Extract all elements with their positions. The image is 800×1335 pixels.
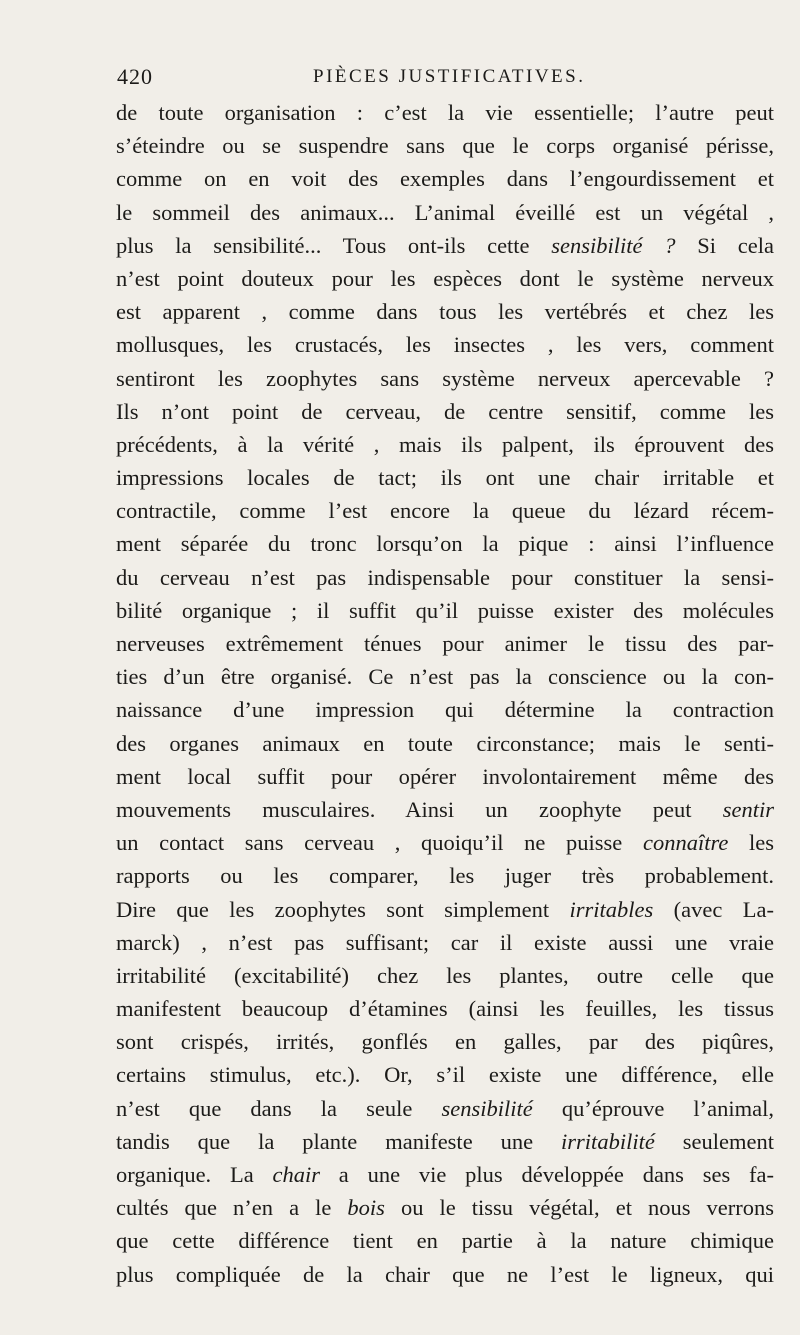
text-line — [116, 494, 774, 527]
text-segment: irritabilité (excitabilité) chez les plantes, outre celle que — [116, 962, 774, 988]
text-segment: ment local suffit pour opérer involontairement même des — [116, 763, 774, 789]
text-segment: certains stimulus, etc.). Or, s’il existe une différence, elle — [116, 1062, 774, 1088]
text-segment: précédents, à la vérité , mais ils palpent, ils éprouvent des — [116, 431, 774, 457]
text-line — [116, 1258, 774, 1291]
body-text — [116, 96, 774, 1291]
italic-text: sensibilité — [441, 1095, 533, 1121]
text-line — [116, 1092, 774, 1125]
text-segment: que cette différence tient en partie à la nature chimique — [116, 1228, 774, 1254]
text-line — [116, 527, 774, 560]
italic-text: sensibilité ? — [551, 232, 676, 258]
italic-text: connaître — [642, 830, 729, 856]
text-segment: bilité organique ; il suffit qu’il puisse exister des molécules — [116, 597, 774, 623]
text-line — [116, 428, 774, 461]
italic-text: irritables — [569, 896, 654, 922]
italic-text: bois — [347, 1195, 385, 1221]
text-segment: nerveuses extrêmement ténues pour animer le tissu des par- — [116, 631, 774, 656]
text-line — [116, 162, 774, 195]
text-line — [116, 826, 774, 859]
text-segment: contractile, comme l’est encore la queue du lézard récem- — [116, 498, 774, 524]
text-segment: un contact sans cerveau , quoiqu’il ne puisse — [116, 830, 643, 856]
text-line — [116, 859, 774, 892]
text-line — [116, 1058, 774, 1091]
text-segment: le sommeil des animaux... L’animal éveillé est un végétal , — [116, 199, 774, 225]
text-line — [116, 1158, 774, 1191]
text-segment: rapports ou les comparer, les juger très probablement. — [116, 863, 774, 889]
text-line — [116, 196, 774, 229]
text-line — [116, 262, 774, 295]
text-segment: Ils n’ont point de cerveau, de centre sensitif, comme les — [116, 398, 774, 424]
text-segment: n’est que dans la seule — [116, 1095, 442, 1121]
text-line — [116, 295, 774, 328]
page-number: 420 — [117, 64, 153, 89]
running-head: PIÈCES JUSTIFICATIVES. — [313, 66, 586, 87]
page-header — [117, 64, 777, 94]
text-segment: Dire que les zoophytes sont simplement — [116, 896, 570, 922]
text-segment: de toute organisation : c’est la vie essentielle; l’autre peut — [116, 100, 774, 125]
text-segment: marck) , n’est pas suffisant; car il existe aussi une vraie — [116, 929, 774, 955]
text-segment: Si cela — [675, 232, 774, 258]
text-segment: mouvements musculaires. Ainsi un zoophyte peut — [116, 796, 723, 822]
text-line — [116, 893, 774, 926]
text-segment: ties d’un être organisé. Ce n’est pas la conscience ou la con- — [116, 664, 774, 690]
text-segment: plus compliquée de la chair que ne l’est le ligneux, qui — [116, 1261, 774, 1287]
text-segment: comme on en voit des exemples dans l’engourdissement et — [116, 166, 774, 192]
text-segment: des organes animaux en toute circonstance; mais le senti- — [116, 730, 774, 756]
text-line — [116, 727, 774, 760]
text-line — [116, 1025, 774, 1058]
text-segment: seulement — [654, 1128, 774, 1154]
text-segment: n’est point douteux pour les espèces dont le système nerveux — [116, 265, 774, 291]
text-line — [116, 1191, 774, 1224]
text-segment: ou le tissu végétal, et nous verrons — [384, 1195, 774, 1221]
text-segment: les — [728, 830, 774, 856]
italic-text: irritabilité — [561, 1128, 655, 1154]
text-segment: s’éteindre ou se suspendre sans que le corps organisé périsse, — [116, 133, 774, 159]
text-segment: plus la sensibilité... Tous ont-ils cette — [116, 232, 552, 258]
text-segment: organique. La — [116, 1162, 273, 1187]
text-line — [116, 96, 774, 129]
italic-text: sentir — [722, 796, 774, 822]
text-line — [116, 1125, 774, 1158]
text-line — [116, 760, 774, 793]
text-segment: qu’éprouve l’animal, — [532, 1095, 774, 1121]
text-segment: impressions locales de tact; ils ont une chair irritable et — [116, 465, 774, 491]
text-segment: manifestent beaucoup d’étamines (ainsi les feuilles, les tissus — [116, 996, 774, 1022]
text-line — [116, 627, 774, 660]
text-line — [116, 693, 774, 726]
text-line — [116, 660, 774, 693]
italic-text: chair — [272, 1162, 321, 1187]
text-line — [116, 229, 774, 262]
text-line — [116, 793, 774, 826]
text-line — [116, 992, 774, 1025]
text-line — [116, 594, 774, 627]
text-line — [116, 328, 774, 361]
text-segment: naissance d’une impression qui détermine la contraction — [116, 697, 774, 723]
text-segment: sentiront les zoophytes sans système nerveux apercevable ? — [116, 365, 774, 391]
text-line — [116, 959, 774, 992]
text-segment: (avec La- — [653, 896, 774, 922]
text-segment: ment séparée du tronc lorsqu’on la pique : ainsi l’influence — [116, 531, 774, 557]
text-line — [116, 129, 774, 162]
text-line — [116, 362, 774, 395]
text-line — [116, 461, 774, 494]
text-segment: tandis que la plante manifeste une — [116, 1128, 562, 1154]
text-segment: est apparent , comme dans tous les vertébrés et chez les — [116, 299, 774, 325]
text-line — [116, 1224, 774, 1257]
text-line — [116, 395, 774, 428]
text-segment: du cerveau n’est pas indispensable pour constituer la sensi- — [116, 564, 774, 590]
text-segment: cultés que n’en a le — [116, 1195, 348, 1221]
text-line — [116, 561, 774, 594]
text-line — [116, 926, 774, 959]
text-segment: sont crispés, irrités, gonflés en galles, par des piqûres, — [116, 1029, 774, 1055]
text-segment: mollusques, les crustacés, les insectes , les vers, comment — [116, 332, 774, 358]
text-segment: a une vie plus développée dans ses fa- — [320, 1162, 774, 1187]
